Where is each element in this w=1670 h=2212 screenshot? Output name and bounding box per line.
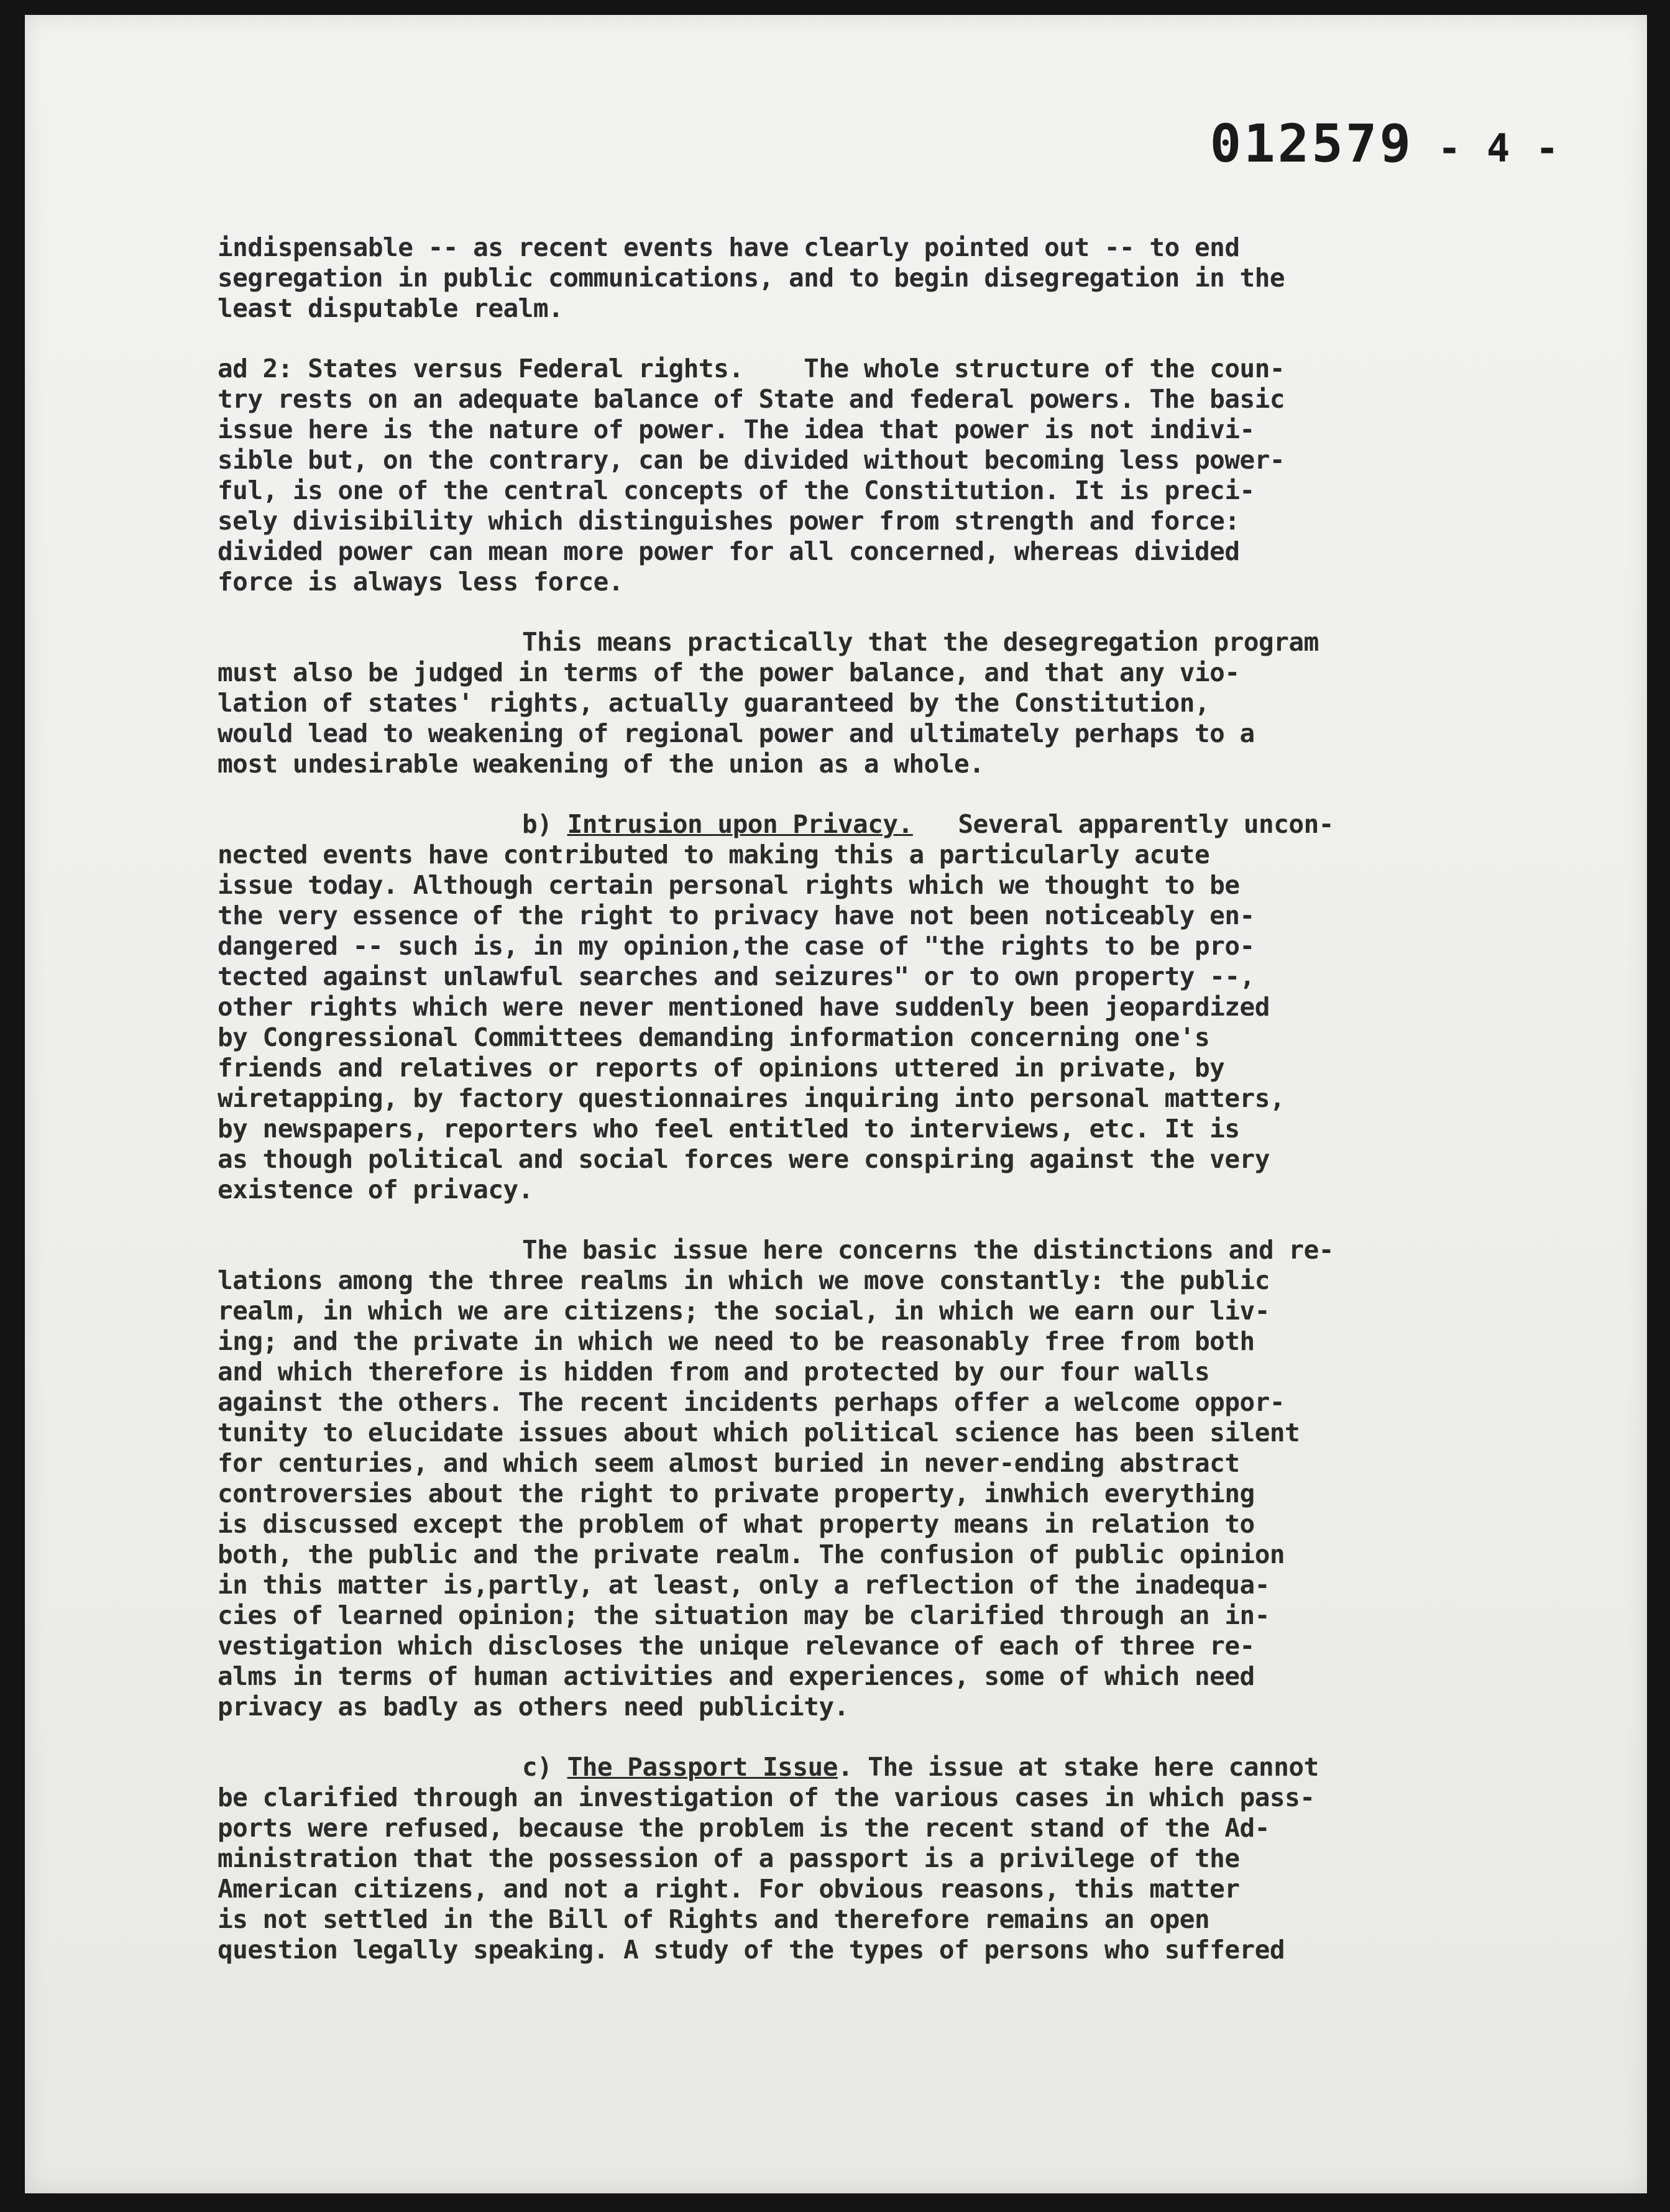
text-line: the very essence of the right to privacy have not been noticeably en- xyxy=(218,901,1255,930)
text-line: existence of privacy. xyxy=(218,1175,533,1205)
text-line: vestigation which discloses the unique relevance of each of three re- xyxy=(218,1631,1255,1661)
text-line: tected against unlawful searches and seizures" or to own property --, xyxy=(218,961,1255,991)
text-line: is discussed except the problem of what property means in relation to xyxy=(218,1509,1255,1539)
text-line: lation of states' rights, actually guaranteed by the Constitution, xyxy=(218,688,1210,718)
section-heading-line xyxy=(218,809,1603,840)
text-line: ing; and the private in which we need to be reasonably free from both xyxy=(218,1326,1255,1356)
paragraph-passport xyxy=(218,1752,1603,1965)
document-page xyxy=(25,15,1647,2193)
text-line: The basic issue here concerns the distinctions and re- xyxy=(522,1235,1334,1265)
text-line: indispensable -- as recent events have clearly pointed out -- to end xyxy=(218,232,1240,262)
text-line: lations among the three realms in which we move constantly: the public xyxy=(218,1265,1270,1295)
text-line: dangered -- such is, in my opinion,the case of "the rights to be pro- xyxy=(218,931,1255,961)
section-title-passport: The Passport Issue xyxy=(567,1752,838,1782)
text-line: by Congressional Committees demanding information concerning one's xyxy=(218,1022,1210,1052)
text-line: be clarified through an investigation of the various cases in which pass- xyxy=(218,1783,1315,1812)
text-line: segregation in public communications, and to begin disegregation in the xyxy=(218,263,1285,293)
text-line: question legally speaking. A study of the types of persons who suffered xyxy=(218,1935,1285,1965)
text-line: . The issue at stake here cannot xyxy=(837,1752,1319,1782)
text-line: least disputable realm. xyxy=(218,293,564,323)
section-letter: c) xyxy=(522,1752,567,1782)
text-line: wiretapping, by factory questionnaires inquiring into personal matters, xyxy=(218,1083,1285,1113)
document-number: 012579 xyxy=(1209,113,1414,174)
text-line: tunity to elucidate issues about which political science has been silent xyxy=(218,1418,1300,1448)
text-line: by newspapers, reporters who feel entitled to interviews, etc. It is xyxy=(218,1114,1240,1144)
text-line: against the others. The recent incidents perhaps offer a welcome oppor- xyxy=(218,1387,1285,1417)
text-line: for centuries, and which seem almost buried in never-ending abstract xyxy=(218,1448,1240,1478)
text-line: This means practically that the desegregation program xyxy=(522,627,1319,657)
text-line: is not settled in the Bill of Rights and therefore remains an open xyxy=(218,1904,1210,1934)
text-line: sely divisibility which distinguishes power from strength and force: xyxy=(218,506,1240,536)
page-number xyxy=(1210,113,1560,174)
text-line: ful, is one of the central concepts of the Constitution. It is preci- xyxy=(218,475,1255,505)
text-line: try rests on an adequate balance of State and federal powers. The basic xyxy=(218,384,1285,414)
text-line: force is always less force. xyxy=(218,567,623,597)
text-line: in this matter is,partly, at least, only a reflection of the inadequa- xyxy=(218,1570,1270,1600)
document-body xyxy=(218,232,1603,1995)
text-line: most undesirable weakening of the union as a whole. xyxy=(218,749,984,779)
text-line: issue today. Although certain personal rights which we thought to be xyxy=(218,870,1240,900)
text-line: would lead to weakening of regional power and ultimately perhaps to a xyxy=(218,718,1255,748)
text-line: ports were refused, because the problem is the recent stand of the Ad- xyxy=(218,1813,1270,1843)
text-line: issue here is the nature of power. The idea that power is not indivi- xyxy=(218,415,1255,444)
text-line: cies of learned opinion; the situation may be clarified through an in- xyxy=(218,1600,1270,1630)
text-line: must also be judged in terms of the power balance, and that any vio- xyxy=(218,658,1240,687)
section-letter: b) xyxy=(522,809,567,839)
text-line: alms in terms of human activities and experiences, some of which need xyxy=(218,1661,1255,1691)
section-heading-line xyxy=(218,1752,1603,1783)
text-line: ministration that the possession of a passport is a privilege of the xyxy=(218,1843,1240,1873)
paragraph-1 xyxy=(218,232,1603,324)
text-line: controversies about the right to private property, inwhich everything xyxy=(218,1479,1255,1508)
text-line: realm, in which we are citizens; the social, in which we earn our liv- xyxy=(218,1296,1270,1326)
text-line: nected events have contributed to making this a particularly acute xyxy=(218,840,1210,870)
text-line: American citizens, and not a right. For obvious reasons, this matter xyxy=(218,1874,1240,1904)
text-line-indented xyxy=(218,627,1603,658)
text-line: friends and relatives or reports of opinions uttered in private, by xyxy=(218,1053,1225,1083)
text-line: sible but, on the contrary, can be divided without becoming less power- xyxy=(218,445,1285,475)
text-line: privacy as badly as others need publicity. xyxy=(218,1692,849,1722)
paragraph-privacy xyxy=(218,809,1603,1205)
text-line: as though political and social forces were conspiring against the very xyxy=(218,1144,1270,1174)
text-line: both, the public and the private realm. The confusion of public opinion xyxy=(218,1540,1285,1569)
paragraph-states-rights xyxy=(218,354,1603,597)
paragraph-three-realms xyxy=(218,1235,1603,1722)
paragraph-desegregation xyxy=(218,627,1603,779)
text-line: divided power can mean more power for all concerned, whereas divided xyxy=(218,536,1240,566)
text-line: ad 2: States versus Federal rights. The whole structure of the coun- xyxy=(218,354,1285,383)
text-line-indented xyxy=(218,1235,1603,1265)
text-line: and which therefore is hidden from and protected by our four walls xyxy=(218,1357,1210,1387)
section-title-privacy: Intrusion upon Privacy. xyxy=(567,809,913,839)
text-line: other rights which were never mentioned have suddenly been jeopardized xyxy=(218,992,1270,1022)
text-line: Several apparently uncon- xyxy=(912,809,1334,839)
page-suffix: - 4 - xyxy=(1438,126,1560,171)
